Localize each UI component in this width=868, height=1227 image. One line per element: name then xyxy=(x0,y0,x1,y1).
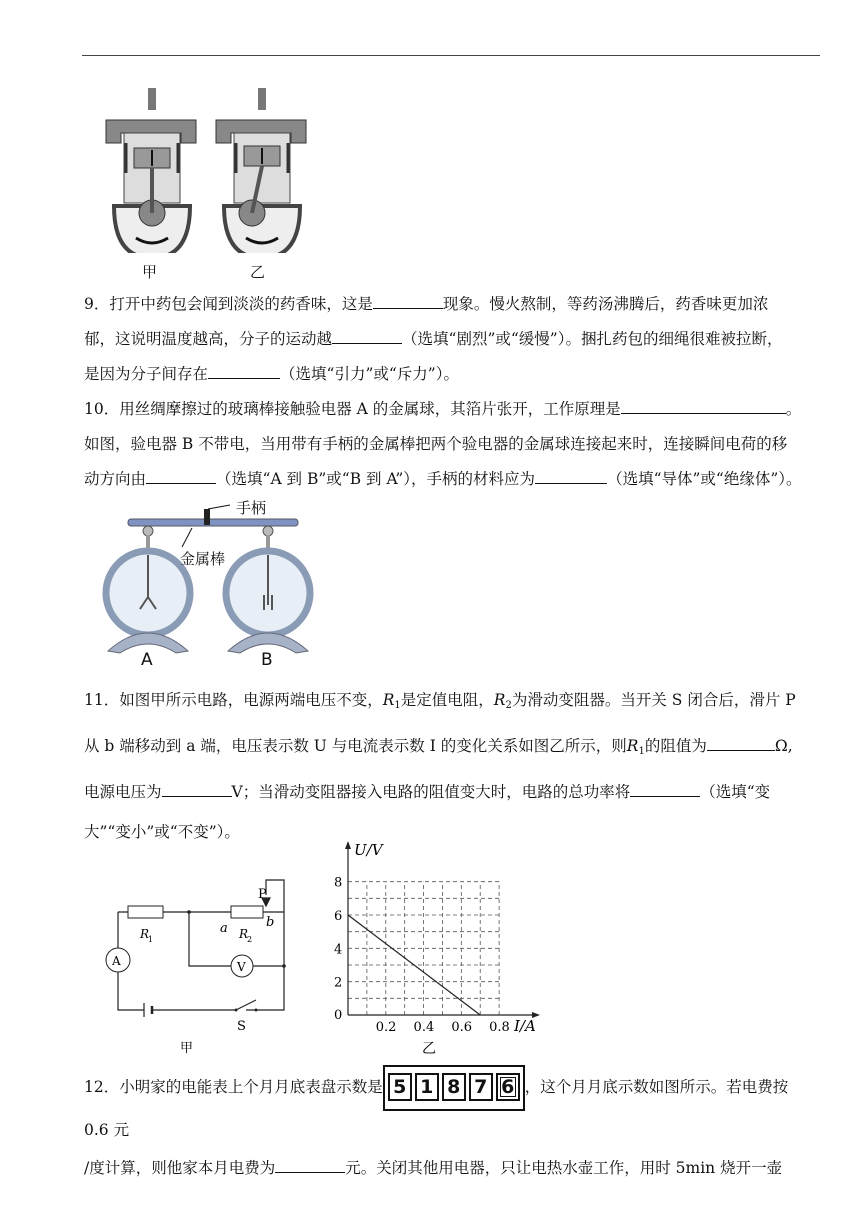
engine-label-yi: 乙 xyxy=(250,263,266,281)
q11-blank-1[interactable] xyxy=(707,733,775,751)
ui-chart xyxy=(322,835,552,1057)
ammeter-label: A xyxy=(112,954,121,968)
q11-text-8: V；当滑动变阻器接入电路的阻值变大时，电路的总功率将 xyxy=(231,783,631,801)
question-12 xyxy=(84,1065,814,1187)
q11-text-9: （选填“变 xyxy=(700,783,771,801)
meter-digit-2: 1 xyxy=(415,1073,439,1101)
x-tick-label: 0.2 xyxy=(375,1020,397,1035)
q12-text-1: 12．小明家的电能表上个月月底表盘示数是 xyxy=(84,1078,383,1096)
q10-text-3: 如图，验电器 B 不带电，当用带有手柄的金属棒把两个验电器的金属球连接起来时，连接瞬间电荷的移 xyxy=(84,435,788,453)
x-tick-label: 0.6 xyxy=(451,1020,473,1035)
q11-text-10: 大”“变小”或“不变”）。 xyxy=(84,823,240,841)
question-9 xyxy=(84,287,814,392)
q9-text-4: （选填“剧烈”或“缓慢”）。捆扎药包的细绳很难被拉断， xyxy=(402,330,783,348)
r2-label: R xyxy=(239,927,249,941)
y-tick-label: 4 xyxy=(334,942,343,958)
q11-text-2: 是定值电阻， xyxy=(400,691,494,709)
q12-blank-1[interactable] xyxy=(275,1155,345,1173)
engine-label-jia: 甲 xyxy=(142,263,158,281)
electroscope-a xyxy=(106,526,190,653)
q11-text-4: 从 b 端移动到 a 端，电压表示数 U 与电流表示数 I 的变化关系如图乙所示，则 xyxy=(84,737,627,755)
q11-text-1: 11．如图甲所示电路，电源两端电压不变， xyxy=(84,691,383,709)
rod-handle xyxy=(204,509,210,525)
r1-label: R xyxy=(140,927,150,941)
metal-rod xyxy=(128,519,298,526)
q11-text-5: 的阻值为 xyxy=(644,737,707,755)
q9-text-3: 郁，这说明温度越高，分子的运动越 xyxy=(84,330,333,348)
r2-label-sub: 2 xyxy=(247,935,253,944)
slider-label: P xyxy=(258,887,267,902)
end-b-label: b xyxy=(266,915,275,930)
engine-yi xyxy=(216,88,306,253)
chart-caption: 乙 xyxy=(422,1041,436,1057)
q11-r1: R xyxy=(382,691,395,709)
circuit-caption: 甲 xyxy=(180,1041,194,1056)
engine-figure xyxy=(96,88,316,253)
handle-label: 手柄 xyxy=(236,499,267,517)
meter-digit-1: 5 xyxy=(388,1073,412,1101)
engine-jia xyxy=(106,88,196,253)
q11-text-7: 电源电压为 xyxy=(84,783,162,801)
q9-blank-2[interactable] xyxy=(332,326,402,344)
q9-blank-1[interactable] xyxy=(373,291,443,309)
q10-text-4: 动方向由 xyxy=(84,470,147,488)
q10-text-5: （选填“A 到 B”或“B 到 A”），手柄的材料应为 xyxy=(216,470,536,488)
q10-blank-1[interactable] xyxy=(621,396,786,414)
q11-text-3: 为滑动变阻器。当开关 S 闭合后，滑片 P xyxy=(511,691,796,709)
electroscope-label-a: A xyxy=(141,650,153,670)
q9-text-2: 现象。慢火熬制，等药汤沸腾后，药香味更加浓 xyxy=(442,295,769,313)
chart-grid xyxy=(348,882,499,1015)
switch-label: S xyxy=(237,1019,246,1034)
rod-label: 金属棒 xyxy=(180,550,226,568)
q11-text-6: Ω, xyxy=(774,737,793,755)
resistor-r1 xyxy=(128,906,163,918)
x-tick-label: 0.8 xyxy=(489,1020,510,1035)
y-axis-arrow xyxy=(345,841,351,849)
q11-blank-2[interactable] xyxy=(162,779,232,797)
meter-digit-4: 7 xyxy=(469,1073,493,1101)
end-a-label: a xyxy=(220,921,228,936)
electroscope-b xyxy=(226,526,310,653)
circuit-figure xyxy=(96,870,306,1060)
q11-r2: R xyxy=(493,691,506,709)
resistor-r2 xyxy=(231,906,263,918)
meter-digit-5: 6 xyxy=(496,1073,520,1101)
q10-text-2: 。 xyxy=(785,400,802,418)
q11-r1-again: R xyxy=(626,737,639,755)
q10-text-6: （选填“导体”或“绝缘体”）。 xyxy=(607,470,802,488)
question-11 xyxy=(84,680,814,852)
y-tick-label: 6 xyxy=(334,909,343,924)
question-10 xyxy=(84,392,814,497)
meter-reading xyxy=(383,1065,525,1111)
q9-text-1: 9．打开中药包会闻到淡淡的药香味，这是 xyxy=(84,295,373,313)
q11-r1-sub-again: 1 xyxy=(638,746,645,757)
q9-blank-3[interactable] xyxy=(208,361,280,379)
q11-r2-sub: 2 xyxy=(505,700,512,711)
electroscope-label-b: B xyxy=(261,650,273,670)
q12-text-4: 元。关闭其他用电器，只让电热水壶工作，用时 5min 烧开一壶 xyxy=(345,1159,783,1177)
header-rule xyxy=(82,55,820,56)
y-tick-label: 8 xyxy=(334,875,343,891)
chart-ticks xyxy=(334,876,510,1035)
voltmeter-label: V xyxy=(237,960,246,974)
q9-text-6: （选填“引力”或“斥力”）。 xyxy=(280,365,459,383)
y-tick-label: 2 xyxy=(334,975,343,991)
electroscope-figure xyxy=(96,495,316,675)
r1-label-sub: 1 xyxy=(148,935,154,944)
meter-digit-3: 8 xyxy=(442,1073,466,1101)
q10-text-1: 10．用丝绸摩擦过的玻璃棒接触验电器 A 的金属球，其箔片张开，工作原理是 xyxy=(84,400,621,418)
q12-text-2: ，这个月月底示数如图所示。若电费按 0.6 元 xyxy=(84,1078,789,1139)
x-axis-label: I/A xyxy=(514,1017,536,1035)
q12-text-3: /度计算，则他家本月电费为 xyxy=(84,1159,276,1177)
y-axis-label: U/V xyxy=(354,841,383,859)
x-tick-label: 0.4 xyxy=(413,1020,435,1035)
q11-blank-3[interactable] xyxy=(630,779,700,797)
q11-r1-sub: 1 xyxy=(394,700,401,711)
q9-text-5: 是因为分子间存在 xyxy=(84,365,209,383)
q10-blank-2[interactable] xyxy=(146,466,216,484)
origin-label: 0 xyxy=(334,1008,343,1023)
q10-blank-3[interactable] xyxy=(535,466,607,484)
